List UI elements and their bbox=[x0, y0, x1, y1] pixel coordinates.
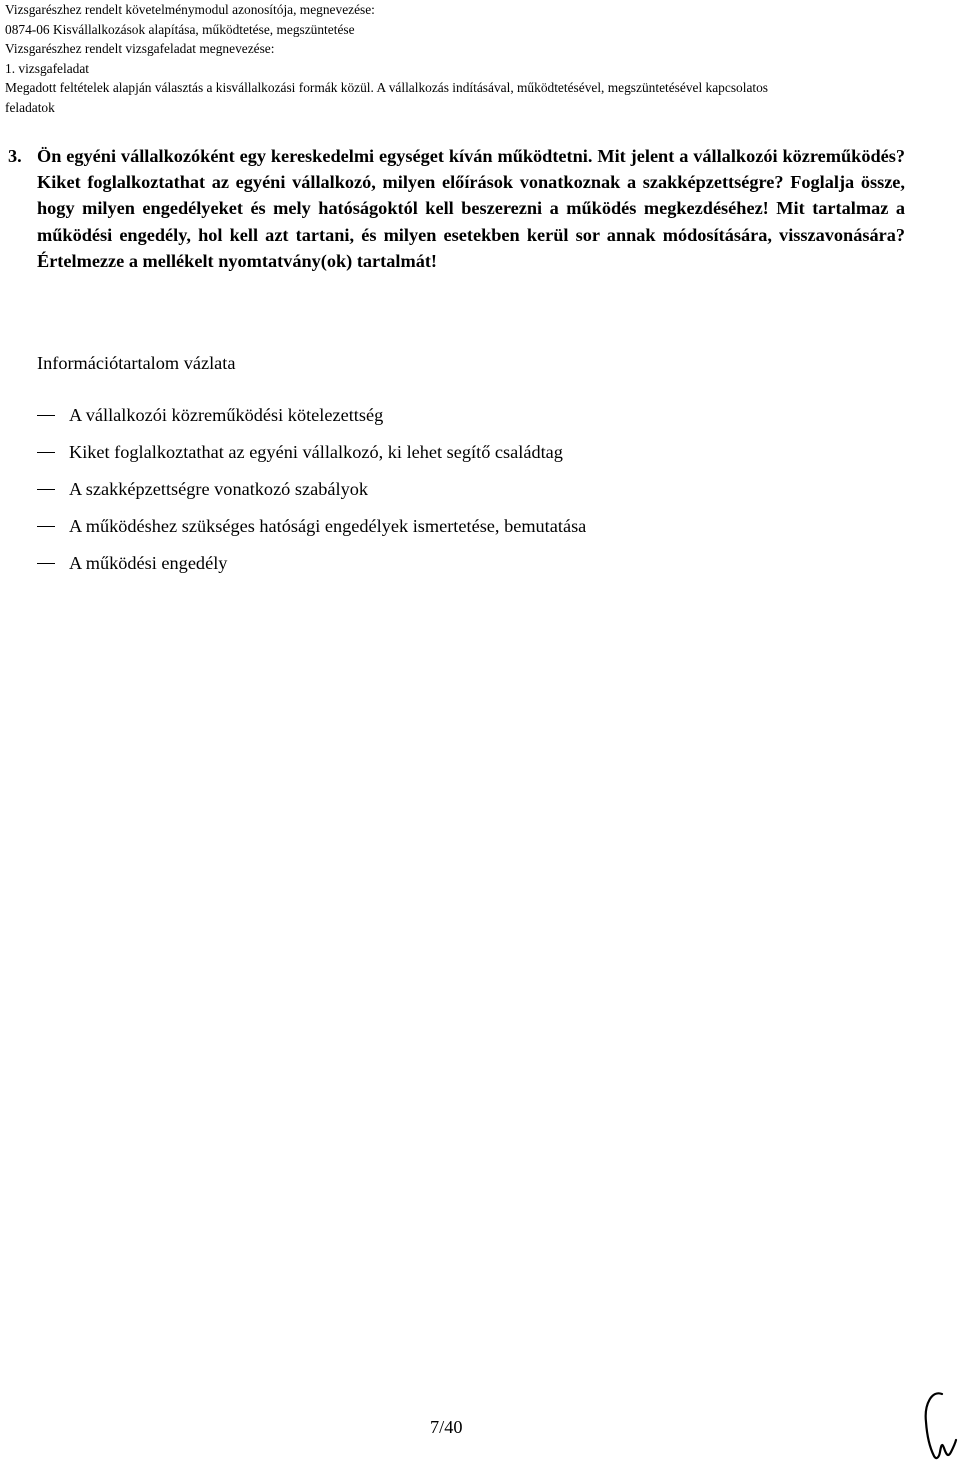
outline-item-text: Kiket foglalkoztathat az egyéni vállalkozó, ki lehet segítő családtag bbox=[69, 442, 563, 462]
header-line: Vizsgarészhez rendelt követelménymodul azonosítója, megnevezése: bbox=[5, 2, 375, 17]
dash-bullet-icon bbox=[37, 415, 55, 416]
question-number: 3. bbox=[8, 146, 22, 166]
handwritten-initials-signature bbox=[918, 1386, 958, 1462]
dash-bullet-icon bbox=[37, 526, 55, 527]
outline-item bbox=[37, 439, 837, 476]
outline-item-text: A vállalkozói közreműködési kötelezettség bbox=[69, 405, 384, 425]
outline-item-text: A működéshez szükséges hatósági engedélyek ismertetése, bemutatása bbox=[69, 516, 587, 536]
dash-bullet-icon bbox=[37, 563, 55, 564]
page-number: 7/40 bbox=[430, 1417, 463, 1437]
dash-bullet-icon bbox=[37, 489, 55, 490]
header-line: Megadott feltételek alapján választás a kisvállalkozási formák közül. A vállalkozás indításával, működtetésével, megszüntetésével kapcsolatos bbox=[5, 80, 769, 95]
exam-question bbox=[8, 143, 905, 274]
header-line: Vizsgarészhez rendelt vizsgafeladat megnevezése: bbox=[5, 41, 275, 56]
outline-item bbox=[37, 550, 837, 587]
info-outline-title: Információtartalom vázlata bbox=[37, 353, 236, 373]
outline-item-text: A működési engedély bbox=[69, 553, 228, 573]
header-line: feladatok bbox=[5, 99, 55, 115]
header-line: 1. vizsgafeladat bbox=[5, 60, 90, 76]
document-header bbox=[5, 0, 955, 117]
outline-item-text: A szakképzettségre vonatkozó szabályok bbox=[69, 479, 368, 499]
dash-bullet-icon bbox=[37, 452, 55, 453]
header-line: 0874-06 Kisvállalkozások alapítása, működtetése, megszüntetése bbox=[5, 21, 355, 37]
outline-item bbox=[37, 513, 837, 550]
question-text: Ön egyéni vállalkozóként egy kereskedelmi egységet kíván működtetni. Mit jelent a vállalkozói közreműködés? Kiket foglalkoztathat az egyéni vállalkozó, milyen előírások vonatkoznak a szakképzettségre? Foglalja össze, hogy milyen engedélyeket és mely hatóságoktól kell beszerezni a működés megkezdéséhez! Mit tartalmaz a működési engedély, hol kell azt tartani, és milyen esetekben kerül sor annak módosítására, visszavonására? Értelmezze a mellékelt nyomtatvány(ok) tartalmát! bbox=[37, 146, 905, 271]
outline-item bbox=[37, 402, 837, 439]
outline-item bbox=[37, 476, 837, 513]
info-outline-list bbox=[37, 402, 837, 587]
